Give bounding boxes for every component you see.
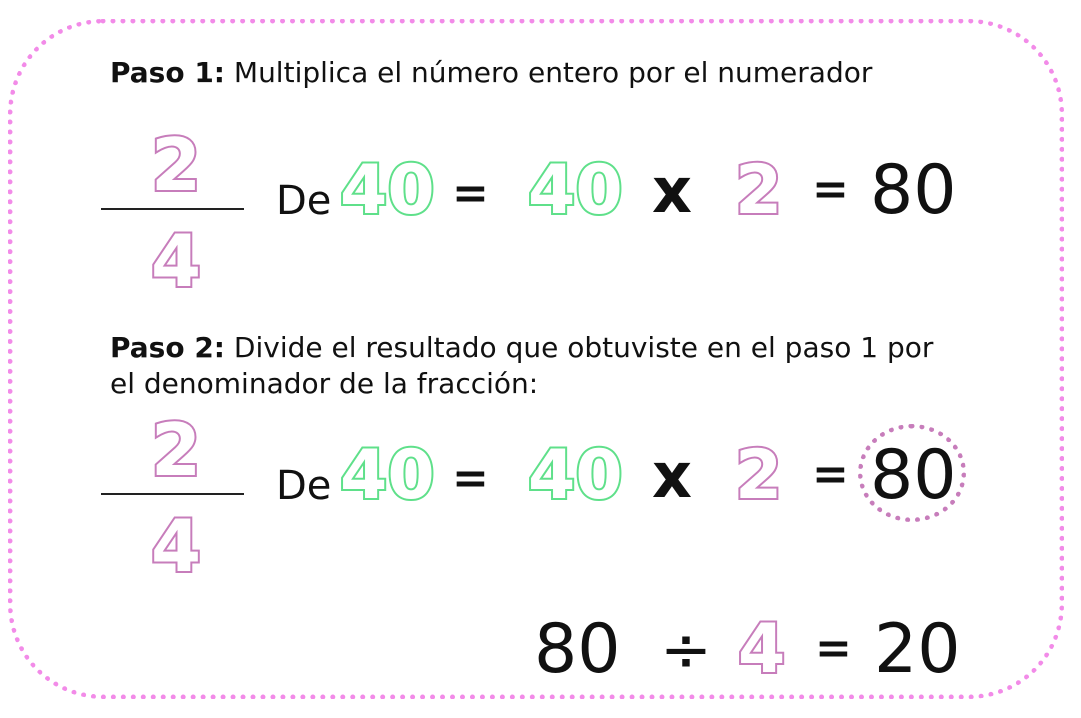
step1-text: Multiplica el número entero por el numerador bbox=[233, 56, 873, 89]
multiplicand-1: 40 bbox=[528, 151, 623, 230]
equals-sign-2a: = bbox=[452, 453, 489, 504]
factor-1: 2 bbox=[735, 151, 783, 230]
step1-label: Paso 1: bbox=[110, 56, 225, 89]
equals-sign-1b: = bbox=[812, 164, 849, 215]
fraction-2 bbox=[101, 408, 251, 594]
fraction-1 bbox=[101, 123, 251, 309]
highlight-circle bbox=[858, 424, 966, 522]
divide-sign: ÷ bbox=[660, 613, 712, 686]
fraction-2-denominator: 4 bbox=[150, 504, 202, 588]
whole-number-1: 40 bbox=[340, 151, 435, 230]
step2-line1: Divide el resultado que obtuviste en el paso 1 por bbox=[233, 331, 934, 364]
multiplicand-2: 40 bbox=[528, 436, 623, 515]
fraction-1-bar bbox=[101, 208, 244, 210]
divisor: 4 bbox=[738, 610, 786, 689]
equals-sign-3: = bbox=[815, 623, 852, 674]
product-1: 80 bbox=[870, 151, 957, 230]
step2-heading bbox=[110, 330, 933, 366]
step2-label: Paso 2: bbox=[110, 331, 225, 364]
quotient: 20 bbox=[874, 610, 961, 689]
step1-heading bbox=[110, 55, 872, 91]
de-label-2: De bbox=[276, 463, 332, 509]
times-sign-2: x bbox=[652, 439, 692, 512]
equals-sign-2b: = bbox=[812, 449, 849, 500]
product-2-circled: 80 bbox=[870, 436, 957, 515]
fraction-2-bar bbox=[101, 493, 244, 495]
times-sign-1: x bbox=[652, 154, 692, 227]
factor-2: 2 bbox=[735, 436, 783, 515]
dividend: 80 bbox=[534, 610, 621, 689]
equals-sign-1a: = bbox=[452, 168, 489, 219]
step2-line2: el denominador de la fracción: bbox=[110, 367, 539, 400]
fraction-2-numerator: 2 bbox=[150, 408, 202, 492]
de-label-1: De bbox=[276, 178, 332, 224]
fraction-1-denominator: 4 bbox=[150, 219, 202, 303]
whole-number-2: 40 bbox=[340, 436, 435, 515]
fraction-1-numerator: 2 bbox=[150, 123, 202, 207]
